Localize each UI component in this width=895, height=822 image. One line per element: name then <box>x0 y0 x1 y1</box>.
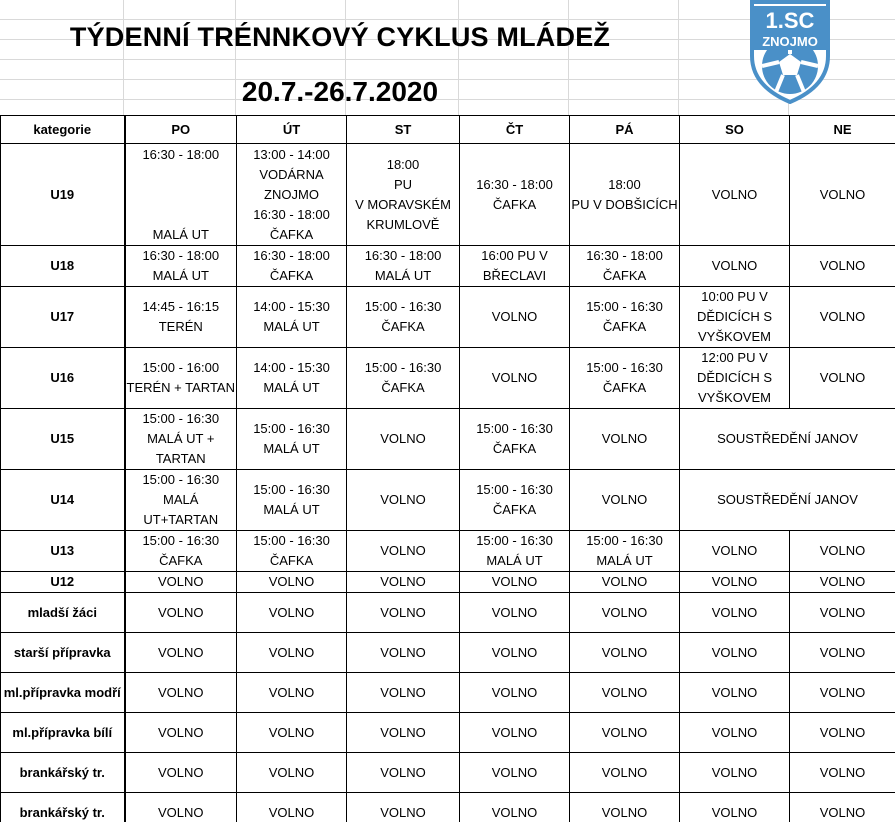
cell-text: V MORAVSKÉM <box>355 196 451 212</box>
cell-text: 14:00 - 15:30 <box>253 299 330 314</box>
schedule-cell <box>680 144 790 246</box>
header-st: ST <box>347 116 460 144</box>
schedule-cell <box>125 409 237 470</box>
cell-text: ČAFKA <box>492 441 537 456</box>
schedule-cell <box>790 348 895 409</box>
schedule-cell <box>460 287 570 348</box>
category-cell: U17 <box>1 287 125 348</box>
cell-text: 16:30 - 18:00 <box>476 176 553 192</box>
cell-text: 15:00 - 16:30 <box>253 482 330 497</box>
category-cell: mladší žáci <box>1 593 125 633</box>
cell-text: VOLNO <box>711 724 758 740</box>
schedule-cell <box>125 713 237 753</box>
schedule-cell <box>790 287 895 348</box>
schedule-cell <box>125 531 237 572</box>
table-row <box>1 572 895 593</box>
schedule-cell <box>125 470 237 531</box>
club-logo <box>748 0 832 104</box>
cell-text: VOLNO <box>491 604 538 620</box>
cell-text: VOLNO <box>268 684 315 700</box>
cell-text: DĚDICÍCH S <box>696 309 773 324</box>
cell-text: MALÁ UT + <box>147 431 215 446</box>
cell-text: ČAFKA <box>602 319 647 334</box>
schedule-cell <box>680 673 790 713</box>
cell-text: 15:00 - 16:30 <box>253 533 330 548</box>
cell-text: VOLNO <box>819 574 866 589</box>
cell-text: VOLNO <box>601 431 648 446</box>
table-row <box>1 531 895 572</box>
cell-text: VOLNO <box>157 724 204 740</box>
cell-text <box>126 165 237 185</box>
header-ct: ČT <box>460 116 570 144</box>
header-ne: NE <box>790 116 895 144</box>
schedule-cell <box>347 531 460 572</box>
cell-text: 14:00 - 15:30 <box>253 360 330 375</box>
cell-text: VOLNO <box>711 543 758 558</box>
cell-text: DĚDICÍCH S <box>696 370 773 385</box>
cell-text: 16:30 - 18:00 <box>142 248 220 263</box>
category-cell: ml.přípravka bílí <box>1 713 125 753</box>
schedule-cell <box>347 144 460 246</box>
cell-text: VOLNO <box>601 644 648 660</box>
category-cell: U16 <box>1 348 125 409</box>
schedule-cell <box>237 287 347 348</box>
header-kategorie: kategorie <box>1 116 125 144</box>
schedule-cell <box>125 287 237 348</box>
cell-text: VOLNO <box>819 604 866 620</box>
category-cell: U18 <box>1 246 125 287</box>
cell-text: MALÁ <box>163 492 199 507</box>
cell-text: 15:00 - 16:30 <box>364 360 442 375</box>
cell-text: VOLNO <box>380 644 426 660</box>
schedule-cell <box>570 531 680 572</box>
schedule-cell <box>570 673 680 713</box>
table-row <box>1 713 895 753</box>
cell-text: 15:00 - 16:30 <box>364 299 442 314</box>
table-row <box>1 793 895 822</box>
cell-text: MALÁ UT <box>486 553 543 568</box>
schedule-cell <box>347 633 460 673</box>
schedule-cell <box>347 470 460 531</box>
cell-text: VOLNO <box>711 684 758 700</box>
table-row <box>1 633 895 673</box>
schedule-cell <box>237 753 347 793</box>
schedule-cell <box>460 348 570 409</box>
schedule-cell <box>237 793 347 822</box>
schedule-cell <box>125 793 237 822</box>
cell-text: VOLNO <box>819 764 866 780</box>
cell-text: 16:00 PU V <box>481 248 548 263</box>
schedule-cell <box>570 144 680 246</box>
cell-text: 15:00 - 16:30 <box>476 533 553 548</box>
cell-text: 18:00 <box>608 176 641 192</box>
cell-text: ČAFKA <box>269 553 314 568</box>
cell-text: UT+TARTAN <box>143 512 219 527</box>
schedule-cell <box>680 348 790 409</box>
header-row <box>1 116 895 144</box>
cell-text: 15:00 - 16:30 <box>586 299 663 314</box>
schedule-cell <box>790 531 895 572</box>
schedule-cell <box>790 572 895 593</box>
schedule-cell <box>570 348 680 409</box>
schedule-cell <box>570 713 680 753</box>
cell-text: VOLNO <box>491 574 538 589</box>
cell-text: VOLNO <box>491 644 538 660</box>
category-cell: ml.přípravka modří <box>1 673 125 713</box>
cell-text: ČAFKA <box>602 268 647 283</box>
cell-text: VOLNO <box>268 724 315 740</box>
cell-text: 10:00 PU V <box>701 289 768 304</box>
cell-text: 14:45 - 16:15 <box>142 299 220 314</box>
cell-text: MALÁ UT <box>263 319 320 334</box>
table-row <box>1 246 895 287</box>
cell-text: VOLNO <box>268 644 315 660</box>
schedule-cell <box>680 713 790 753</box>
cell-text: 16:30 - 18:00 <box>253 248 330 263</box>
logo-text-2: ZNOJMO <box>762 34 818 49</box>
schedule-cell <box>570 246 680 287</box>
cell-text: VOLNO <box>157 804 204 820</box>
cell-text: 12:00 PU V <box>701 350 768 365</box>
schedule-cell <box>237 144 347 246</box>
cell-text: VOLNO <box>268 764 315 780</box>
cell-text: ČAFKA <box>492 502 537 517</box>
logo-text-1: 1.SC <box>765 8 815 33</box>
cell-text: VOLNO <box>819 370 866 385</box>
cell-text: MALÁ UT <box>374 268 432 283</box>
schedule-cell <box>125 246 237 287</box>
cell-text: ČAFKA <box>269 268 314 283</box>
schedule-cell <box>347 713 460 753</box>
schedule-cell <box>680 572 790 593</box>
cell-text: PU V DOBŠICÍCH <box>571 196 678 212</box>
schedule-cell <box>790 633 895 673</box>
schedule-cell <box>237 246 347 287</box>
cell-text: 18:00 <box>386 156 420 172</box>
schedule-cell <box>460 593 570 633</box>
schedule-cell <box>790 144 895 246</box>
cell-text: 15:00 - 16:30 <box>142 533 220 548</box>
category-cell: starší přípravka <box>1 633 125 673</box>
category-cell: U13 <box>1 531 125 572</box>
schedule-cell <box>237 633 347 673</box>
schedule-cell <box>347 572 460 593</box>
cell-text: VOLNO <box>601 604 648 620</box>
schedule-cell <box>570 572 680 593</box>
schedule-cell <box>460 246 570 287</box>
schedule-cell <box>347 246 460 287</box>
schedule-cell <box>237 348 347 409</box>
table-row <box>1 287 895 348</box>
category-cell: U12 <box>1 572 125 593</box>
header-po: PO <box>125 116 237 144</box>
cell-text: VOLNO <box>491 684 538 700</box>
table-row <box>1 593 895 633</box>
schedule-cell <box>237 673 347 713</box>
cell-text: VOLNO <box>711 804 758 820</box>
cell-text: VOLNO <box>819 186 866 202</box>
cell-text: MALÁ UT <box>263 380 320 395</box>
category-cell: U15 <box>1 409 125 470</box>
cell-text: VOLNO <box>491 764 538 780</box>
schedule-cell <box>460 470 570 531</box>
schedule-cell <box>347 753 460 793</box>
cell-text: VOLNO <box>491 370 538 385</box>
schedule-table <box>0 115 895 822</box>
schedule-cell <box>347 348 460 409</box>
cell-text: VOLNO <box>157 684 204 700</box>
cell-text: 15:00 - 16:00 <box>142 360 220 375</box>
table-row <box>1 470 895 531</box>
cell-text: ČAFKA <box>269 226 314 242</box>
cell-text: 15:00 - 16:30 <box>142 411 220 426</box>
cell-text: KRUMLOVĚ <box>366 216 440 232</box>
document-header <box>0 0 895 115</box>
schedule-cell <box>237 409 347 470</box>
schedule-cell <box>125 572 237 593</box>
schedule-cell <box>790 673 895 713</box>
cell-text: VOLNO <box>380 804 426 820</box>
cell-text: VOLNO <box>819 258 866 273</box>
cell-text: VOLNO <box>268 604 315 620</box>
schedule-cell <box>680 753 790 793</box>
cell-text: VOLNO <box>601 574 648 589</box>
cell-text <box>126 185 237 205</box>
cell-text: MALÁ UT <box>263 502 320 517</box>
cell-text: VYŠKOVEM <box>698 390 771 405</box>
cell-text: VOLNO <box>601 764 648 780</box>
cell-text: MALÁ UT <box>152 268 209 283</box>
category-cell: U19 <box>1 144 125 246</box>
cell-text: TARTAN <box>155 451 206 466</box>
cell-text: 13:00 - 14:00 <box>253 146 330 162</box>
cell-text: ČAFKA <box>159 553 203 568</box>
cell-text: ČAFKA <box>602 380 647 395</box>
schedule-cell <box>570 409 680 470</box>
cell-text: VOLNO <box>601 724 648 740</box>
cell-text: VOLNO <box>380 724 426 740</box>
schedule-cell <box>460 753 570 793</box>
schedule-cell <box>125 348 237 409</box>
page-title: TÝDENNÍ TRÉNNKOVÝ CYKLUS MLÁDEŽ <box>69 22 611 52</box>
table-row <box>1 348 895 409</box>
schedule-cell <box>570 593 680 633</box>
cell-text: MALÁ UT <box>263 441 320 456</box>
cell-text: VOLNO <box>819 543 866 558</box>
cell-text: VOLNO <box>380 604 426 620</box>
cell-text: VOLNO <box>819 644 866 660</box>
cell-text: VOLNO <box>711 764 758 780</box>
cell-text: 16:30 - 18:00 <box>586 248 663 263</box>
cell-text: VOLNO <box>491 309 538 324</box>
cell-text: ČAFKA <box>492 196 537 212</box>
table-row <box>1 409 895 470</box>
schedule-cell <box>460 144 570 246</box>
cell-text: VOLNO <box>819 724 866 740</box>
schedule-cell <box>790 593 895 633</box>
cell-text: PU <box>393 176 413 192</box>
schedule-cell <box>237 470 347 531</box>
schedule-cell <box>790 713 895 753</box>
schedule-cell <box>460 633 570 673</box>
schedule-cell <box>460 531 570 572</box>
cell-text: BŘECLAVI <box>482 268 547 283</box>
schedule-cell <box>570 287 680 348</box>
cell-text: VOLNO <box>711 258 758 273</box>
cell-text: VOLNO <box>380 492 426 507</box>
schedule-cell <box>570 633 680 673</box>
cell-text: VOLNO <box>819 684 866 700</box>
cell-text: VYŠKOVEM <box>698 329 771 344</box>
schedule-cell <box>347 409 460 470</box>
schedule-cell <box>460 793 570 822</box>
cell-text: VOLNO <box>601 684 648 700</box>
cell-text: VOLNO <box>380 543 426 558</box>
header-ut: ÚT <box>237 116 347 144</box>
merged-weekend-cell: SOUSTŘEDĚNÍ JANOV <box>680 470 895 531</box>
cell-text: 15:00 - 16:30 <box>253 421 330 436</box>
cell-text: VOLNO <box>380 684 426 700</box>
cell-text: VOLNO <box>268 804 315 820</box>
schedule-cell <box>460 409 570 470</box>
cell-text: ČAFKA <box>381 380 425 395</box>
schedule-cell <box>460 572 570 593</box>
cell-text <box>126 205 237 225</box>
category-cell: brankářský tr. <box>1 793 125 822</box>
schedule-cell <box>570 753 680 793</box>
schedule-cell <box>125 144 237 246</box>
cell-text: 15:00 - 16:30 <box>476 482 553 497</box>
cell-text: 15:00 - 16:30 <box>586 360 663 375</box>
schedule-cell <box>237 572 347 593</box>
cell-text: VOLNO <box>819 309 866 324</box>
cell-text: 15:00 - 16:30 <box>142 472 220 487</box>
header-so: SO <box>680 116 790 144</box>
schedule-cell <box>680 793 790 822</box>
cell-text: TERÉN + TARTAN <box>126 380 235 395</box>
table-row <box>1 753 895 793</box>
cell-text: VOLNO <box>157 764 204 780</box>
cell-text: ČAFKA <box>381 319 425 334</box>
cell-text: 16:30 - 18:00 <box>142 146 220 162</box>
category-cell: U14 <box>1 470 125 531</box>
schedule-cell <box>680 633 790 673</box>
schedule-cell <box>237 593 347 633</box>
schedule-cell <box>790 246 895 287</box>
merged-weekend-cell: SOUSTŘEDĚNÍ JANOV <box>680 409 895 470</box>
cell-text: 15:00 - 16:30 <box>476 421 553 436</box>
cell-text: VOLNO <box>380 431 426 446</box>
cell-text: VODÁRNA <box>259 166 324 182</box>
cell-text: VOLNO <box>819 804 866 820</box>
cell-text: TERÉN <box>158 319 203 334</box>
schedule-cell <box>125 593 237 633</box>
cell-text: VOLNO <box>711 186 758 202</box>
header-pa: PÁ <box>570 116 680 144</box>
schedule-cell <box>680 287 790 348</box>
cell-text: VOLNO <box>711 644 758 660</box>
schedule-cell <box>347 673 460 713</box>
cell-text: VOLNO <box>711 604 758 620</box>
schedule-cell <box>460 673 570 713</box>
cell-text: VOLNO <box>491 804 538 820</box>
schedule-cell <box>347 793 460 822</box>
schedule-cell <box>125 633 237 673</box>
category-cell: brankářský tr. <box>1 753 125 793</box>
cell-text: 16:30 - 18:00 <box>364 248 442 263</box>
schedule-cell <box>570 793 680 822</box>
cell-text: VOLNO <box>380 574 426 589</box>
schedule-cell <box>570 470 680 531</box>
schedule-cell <box>125 673 237 713</box>
schedule-cell <box>125 753 237 793</box>
schedule-cell <box>237 531 347 572</box>
cell-text: 15:00 - 16:30 <box>586 533 663 548</box>
date-range: 20.7.-26.7.2020 <box>241 76 439 107</box>
cell-text: VOLNO <box>157 644 204 660</box>
cell-text: MALÁ UT <box>596 553 653 568</box>
schedule-cell <box>680 246 790 287</box>
cell-text: VOLNO <box>157 574 204 589</box>
cell-text: ZNOJMO <box>264 186 319 202</box>
cell-text: MALÁ UT <box>152 226 209 242</box>
cell-text: VOLNO <box>601 804 648 820</box>
schedule-cell <box>680 593 790 633</box>
table-row <box>1 673 895 713</box>
schedule-cell <box>680 531 790 572</box>
schedule-cell <box>237 713 347 753</box>
schedule-cell <box>790 753 895 793</box>
cell-text: VOLNO <box>601 492 648 507</box>
schedule-cell <box>347 287 460 348</box>
cell-text: VOLNO <box>491 724 538 740</box>
schedule-cell <box>347 593 460 633</box>
cell-text: VOLNO <box>268 574 315 589</box>
cell-text: VOLNO <box>711 574 758 589</box>
cell-text: VOLNO <box>157 604 204 620</box>
cell-text: 16:30 - 18:00 <box>253 206 330 222</box>
table-row <box>1 144 895 246</box>
cell-text: VOLNO <box>380 764 426 780</box>
schedule-cell <box>460 713 570 753</box>
schedule-cell <box>790 793 895 822</box>
